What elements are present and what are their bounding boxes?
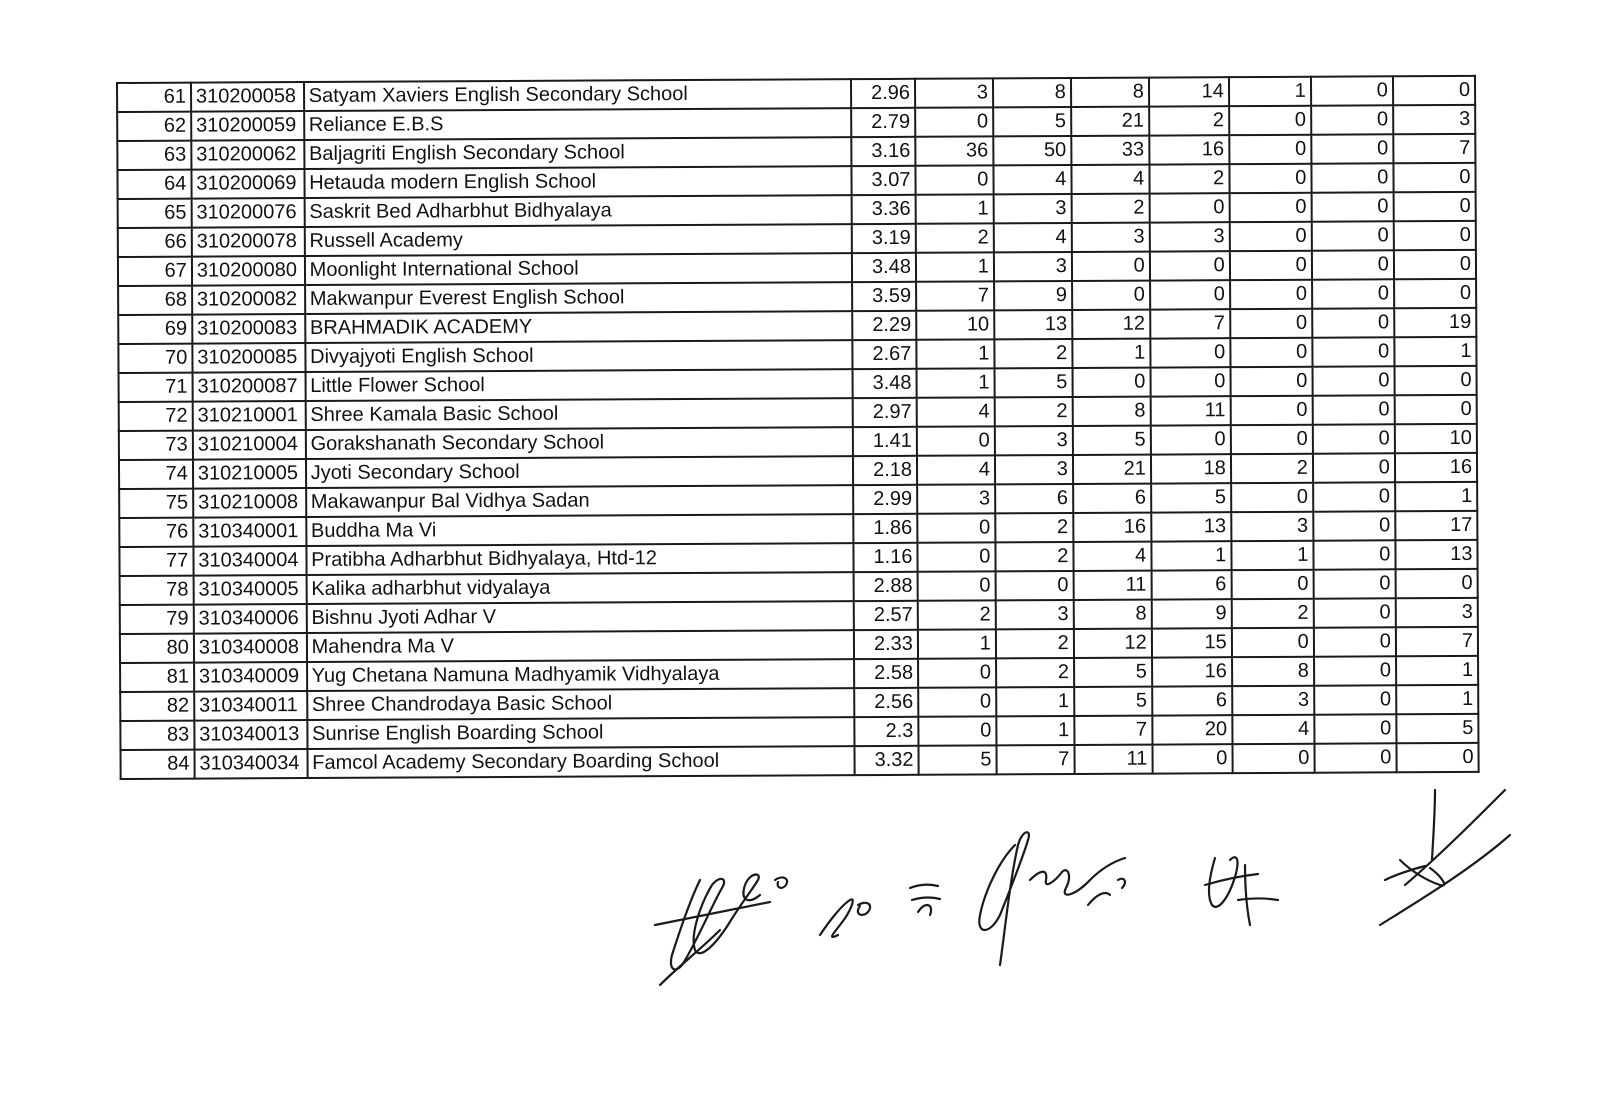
school-code-cell: 310340008 [194,633,307,663]
count-cell-2: 50 [993,136,1071,165]
school-code-cell: 310200082 [192,285,305,315]
count-cell-1: 5 [918,745,996,774]
count-cell-1: 3 [917,484,995,513]
count-cell-1: 4 [917,397,995,426]
count-cell-2: 3 [996,600,1074,629]
gpa-cell: 2.67 [853,340,917,369]
count-cell-7: 3 [1396,598,1478,627]
count-cell-2: 0 [995,571,1073,600]
school-name-cell: Yug Chetana Namuna Madhyamik Vidhyalaya [307,659,855,691]
count-cell-7: 19 [1394,308,1476,337]
school-code-cell: 310340006 [194,604,307,634]
school-name-cell: Makawanpur Bal Vidhya Sadan [306,485,854,517]
count-cell-1: 10 [916,310,994,339]
count-cell-6: 0 [1313,424,1395,453]
gpa-cell: 3.07 [852,166,916,195]
count-cell-4: 5 [1151,483,1231,512]
count-cell-2: 3 [995,426,1073,455]
count-cell-5: 0 [1230,309,1312,338]
count-cell-7: 0 [1393,192,1475,221]
school-name-cell: Makwanpur Everest English School [305,282,853,314]
count-cell-4: 2 [1149,164,1229,193]
count-cell-1: 1 [916,368,994,397]
school-code-cell: 310200080 [192,256,305,286]
count-cell-5: 0 [1231,425,1313,454]
count-cell-4: 16 [1149,135,1229,164]
gpa-cell: 1.16 [854,543,918,572]
school-name-cell: Saskrit Bed Adharbhut Bidhyalaya [304,195,852,227]
count-cell-3: 12 [1072,310,1150,339]
serial-number-cell: 67 [118,257,192,286]
count-cell-7: 5 [1396,714,1478,743]
count-cell-5: 2 [1231,599,1313,628]
gpa-cell: 3.16 [852,137,916,166]
school-code-cell: 310210004 [193,430,306,460]
count-cell-2: 2 [996,658,1074,687]
count-cell-1: 2 [918,600,996,629]
serial-number-cell: 73 [119,431,193,460]
school-code-cell: 310200059 [191,111,304,141]
count-cell-3: 12 [1074,629,1152,658]
count-cell-3: 3 [1072,223,1150,252]
count-cell-6: 0 [1313,482,1395,511]
count-cell-2: 5 [994,368,1072,397]
school-code-cell: 310340001 [193,517,306,547]
count-cell-6: 0 [1312,337,1394,366]
count-cell-3: 1 [1072,339,1150,368]
count-cell-7: 0 [1394,366,1476,395]
school-code-cell: 310210005 [193,459,306,489]
count-cell-5: 3 [1232,686,1314,715]
count-cell-3: 8 [1072,397,1150,426]
count-cell-2: 7 [996,745,1074,774]
count-cell-7: 1 [1396,685,1478,714]
count-cell-1: 0 [917,426,995,455]
count-cell-2: 4 [994,223,1072,252]
count-cell-3: 0 [1072,281,1150,310]
count-cell-7: 3 [1393,105,1475,134]
count-cell-5: 4 [1232,715,1314,744]
serial-number-cell: 68 [118,286,192,315]
serial-number-cell: 65 [118,199,192,228]
serial-number-cell: 61 [117,83,191,112]
count-cell-4: 6 [1151,570,1231,599]
school-code-cell: 310340011 [194,691,307,721]
school-code-cell: 310200085 [192,343,305,373]
count-cell-2: 2 [995,397,1073,426]
count-cell-6: 0 [1313,569,1395,598]
count-cell-7: 0 [1394,279,1476,308]
count-cell-2: 2 [994,339,1072,368]
count-cell-2: 3 [993,194,1071,223]
count-cell-5: 0 [1229,222,1311,251]
school-name-cell: Baljagriti English Secondary School [304,137,852,169]
count-cell-1: 0 [918,687,996,716]
serial-number-cell: 66 [118,228,192,257]
count-cell-7: 0 [1396,743,1478,772]
gpa-cell: 2.88 [854,572,918,601]
count-cell-1: 0 [915,165,993,194]
count-cell-5: 0 [1229,106,1311,135]
gpa-cell: 2.58 [854,659,918,688]
count-cell-7: 7 [1393,134,1475,163]
count-cell-6: 0 [1311,192,1393,221]
count-cell-5: 1 [1231,541,1313,570]
count-cell-2: 3 [994,252,1072,281]
gpa-cell: 3.32 [855,746,919,775]
count-cell-4: 0 [1149,193,1229,222]
count-cell-7: 1 [1394,337,1476,366]
count-cell-3: 6 [1073,484,1151,513]
count-cell-2: 9 [994,281,1072,310]
serial-number-cell: 74 [119,460,193,489]
count-cell-7: 17 [1395,511,1477,540]
signature-1 [655,875,787,985]
count-cell-3: 21 [1071,107,1149,136]
serial-number-cell: 79 [120,605,194,634]
school-name-cell: Pratibha Adharbhut Bidhyalaya, Htd-12 [306,543,854,575]
count-cell-6: 0 [1312,366,1394,395]
count-cell-5: 0 [1230,280,1312,309]
count-cell-3: 4 [1071,165,1149,194]
school-code-cell: 310200087 [192,372,305,402]
count-cell-5: 0 [1230,338,1312,367]
count-cell-4: 0 [1152,744,1232,773]
gpa-cell: 2.29 [853,311,917,340]
count-cell-1: 1 [916,194,994,223]
count-cell-3: 0 [1072,252,1150,281]
count-cell-1: 36 [915,136,993,165]
school-code-cell: 310200083 [192,314,305,344]
serial-number-cell: 84 [120,750,194,779]
count-cell-4: 0 [1150,367,1230,396]
school-name-cell: Bishnu Jyoti Adhar V [306,601,854,633]
count-cell-1: 3 [915,78,993,107]
school-name-cell: Mahendra Ma V [307,630,855,662]
count-cell-3: 16 [1073,513,1151,542]
serial-number-cell: 63 [117,141,191,170]
school-code-cell: 310210001 [193,401,306,431]
count-cell-6: 0 [1312,221,1394,250]
count-cell-5: 0 [1231,570,1313,599]
serial-number-cell: 71 [119,373,193,402]
count-cell-3: 5 [1074,687,1152,716]
count-cell-5: 0 [1232,744,1314,773]
serial-number-cell: 80 [120,634,194,663]
school-code-cell: 310210008 [193,488,306,518]
count-cell-4: 0 [1150,280,1230,309]
serial-number-cell: 77 [119,547,193,576]
count-cell-1: 0 [918,658,996,687]
school-name-cell: Famcol Academy Secondary Boarding School [307,746,855,778]
school-name-cell: Moonlight International School [305,253,853,285]
table-row [120,743,1478,779]
count-cell-4: 15 [1152,628,1232,657]
school-code-cell: 310200069 [191,169,304,199]
count-cell-4: 13 [1151,512,1231,541]
count-cell-1: 0 [918,716,996,745]
count-cell-5: 0 [1229,135,1311,164]
signature-4 [1205,857,1278,925]
school-name-cell: Reliance E.B.S [304,108,852,140]
count-cell-3: 4 [1073,542,1151,571]
count-cell-6: 0 [1312,308,1394,337]
count-cell-3: 5 [1073,426,1151,455]
count-cell-1: 1 [918,629,996,658]
count-cell-1: 0 [917,542,995,571]
school-code-cell: 310200078 [192,227,305,257]
serial-number-cell: 72 [119,402,193,431]
school-name-cell: Shree Kamala Basic School [305,398,853,430]
school-name-cell: Jyoti Secondary School [306,456,854,488]
count-cell-3: 8 [1071,78,1149,107]
serial-number-cell: 81 [120,663,194,692]
count-cell-5: 0 [1230,396,1312,425]
count-cell-7: 16 [1395,453,1477,482]
count-cell-2: 2 [995,542,1073,571]
gpa-cell: 2.57 [854,601,918,630]
count-cell-1: 1 [916,252,994,281]
gpa-cell: 2.3 [855,717,919,746]
count-cell-4: 0 [1150,251,1230,280]
gpa-cell: 2.97 [853,398,917,427]
count-cell-4: 16 [1152,657,1232,686]
school-name-cell: BRAHMADIK ACADEMY [305,311,853,343]
count-cell-5: 1 [1229,77,1311,106]
count-cell-3: 21 [1073,455,1151,484]
count-cell-6: 0 [1311,163,1393,192]
serial-number-cell: 75 [119,489,193,518]
count-cell-3: 33 [1071,136,1149,165]
count-cell-2: 8 [993,78,1071,107]
count-cell-6: 0 [1311,134,1393,163]
gpa-cell: 3.59 [852,282,916,311]
count-cell-6: 0 [1313,511,1395,540]
count-cell-3: 0 [1072,368,1150,397]
count-cell-3: 2 [1071,194,1149,223]
count-cell-4: 0 [1151,425,1231,454]
count-cell-4: 11 [1150,396,1230,425]
count-cell-3: 8 [1074,600,1152,629]
count-cell-7: 0 [1393,76,1475,105]
gpa-cell: 3.36 [852,195,916,224]
school-name-cell: Gorakshanath Secondary School [305,427,853,459]
count-cell-3: 11 [1073,571,1151,600]
count-cell-2: 1 [996,687,1074,716]
count-cell-3: 11 [1074,745,1152,774]
count-cell-3: 5 [1074,658,1152,687]
school-name-cell: Russell Academy [304,224,852,256]
count-cell-6: 0 [1314,685,1396,714]
signature-2 [820,885,940,937]
count-cell-4: 14 [1149,77,1229,106]
count-cell-7: 0 [1394,250,1476,279]
count-cell-1: 4 [917,455,995,484]
count-cell-2: 4 [993,165,1071,194]
count-cell-5: 0 [1230,251,1312,280]
school-name-cell: Kalika adharbhut vidyalaya [306,572,854,604]
school-name-cell: Hetauda modern English School [304,166,852,198]
count-cell-2: 1 [996,716,1074,745]
school-name-cell: Satyam Xaviers English Secondary School [304,79,852,111]
serial-number-cell: 70 [118,344,192,373]
serial-number-cell: 78 [120,576,194,605]
gpa-cell: 2.99 [853,485,917,514]
count-cell-6: 0 [1312,279,1394,308]
count-cell-5: 0 [1230,367,1312,396]
count-cell-2: 3 [995,455,1073,484]
results-table [116,75,1480,780]
count-cell-7: 0 [1395,395,1477,424]
school-name-cell: Buddha Ma Vi [306,514,854,546]
count-cell-1: 0 [918,571,996,600]
count-cell-5: 0 [1229,193,1311,222]
count-cell-4: 3 [1150,222,1230,251]
school-code-cell: 310340013 [194,720,307,750]
gpa-cell: 2.56 [855,688,919,717]
count-cell-5: 2 [1231,454,1313,483]
count-cell-6: 0 [1314,656,1396,685]
school-name-cell: Little Flower School [305,369,853,401]
count-cell-6: 0 [1314,743,1396,772]
gpa-cell: 1.41 [853,427,917,456]
count-cell-6: 0 [1314,714,1396,743]
count-cell-7: 13 [1395,540,1477,569]
count-cell-5: 0 [1231,483,1313,512]
serial-number-cell: 82 [120,692,194,721]
gpa-cell: 2.18 [853,456,917,485]
school-code-cell: 310200062 [191,140,304,170]
school-name-cell: Sunrise English Boarding School [307,717,855,749]
count-cell-5: 0 [1232,628,1314,657]
count-cell-4: 7 [1150,309,1230,338]
count-cell-6: 0 [1311,105,1393,134]
gpa-cell: 2.33 [854,630,918,659]
school-code-cell: 310340004 [193,546,306,576]
count-cell-1: 0 [917,513,995,542]
count-cell-7: 7 [1396,627,1478,656]
count-cell-6: 0 [1312,395,1394,424]
school-name-cell: Divyajyoti English School [305,340,853,372]
count-cell-6: 0 [1314,627,1396,656]
count-cell-5: 3 [1231,512,1313,541]
count-cell-2: 2 [995,513,1073,542]
count-cell-4: 0 [1150,338,1230,367]
count-cell-7: 1 [1396,656,1478,685]
count-cell-2: 5 [993,107,1071,136]
count-cell-2: 13 [994,310,1072,339]
gpa-cell: 3.48 [853,369,917,398]
count-cell-4: 20 [1152,715,1232,744]
gpa-cell: 2.79 [852,108,916,137]
count-cell-4: 6 [1152,686,1232,715]
serial-number-cell: 69 [118,315,192,344]
gpa-cell: 2.96 [851,79,915,108]
serial-number-cell: 62 [117,112,191,141]
school-code-cell: 310340005 [193,575,306,605]
count-cell-7: 0 [1393,163,1475,192]
count-cell-4: 9 [1151,599,1231,628]
count-cell-7: 0 [1394,221,1476,250]
count-cell-1: 2 [916,223,994,252]
count-cell-6: 0 [1313,540,1395,569]
count-cell-5: 8 [1232,657,1314,686]
count-cell-6: 0 [1314,598,1396,627]
serial-number-cell: 83 [120,721,194,750]
gpa-cell: 3.48 [852,253,916,282]
count-cell-7: 10 [1395,424,1477,453]
results-sheet [116,75,1480,780]
school-name-cell: Shree Chandrodaya Basic School [307,688,855,720]
count-cell-3: 7 [1074,716,1152,745]
serial-number-cell: 64 [117,170,191,199]
gpa-cell: 1.86 [854,514,918,543]
count-cell-6: 0 [1311,76,1393,105]
gpa-cell: 3.19 [852,224,916,253]
school-code-cell: 310200058 [191,82,304,112]
count-cell-2: 2 [996,629,1074,658]
count-cell-6: 0 [1313,453,1395,482]
count-cell-6: 0 [1312,250,1394,279]
count-cell-2: 6 [995,484,1073,513]
results-table-body [117,76,1479,779]
school-code-cell: 310340034 [194,749,307,779]
school-code-cell: 310200076 [191,198,304,228]
count-cell-1: 7 [916,281,994,310]
school-code-cell: 310340009 [194,662,307,692]
count-cell-4: 1 [1151,541,1231,570]
count-cell-5: 0 [1229,164,1311,193]
signature-3 [979,832,1125,965]
count-cell-7: 0 [1395,569,1477,598]
count-cell-1: 0 [915,107,993,136]
serial-number-cell: 76 [119,518,193,547]
count-cell-7: 1 [1395,482,1477,511]
count-cell-4: 18 [1151,454,1231,483]
count-cell-4: 2 [1149,106,1229,135]
count-cell-1: 1 [916,339,994,368]
signature-5 [1380,790,1510,925]
